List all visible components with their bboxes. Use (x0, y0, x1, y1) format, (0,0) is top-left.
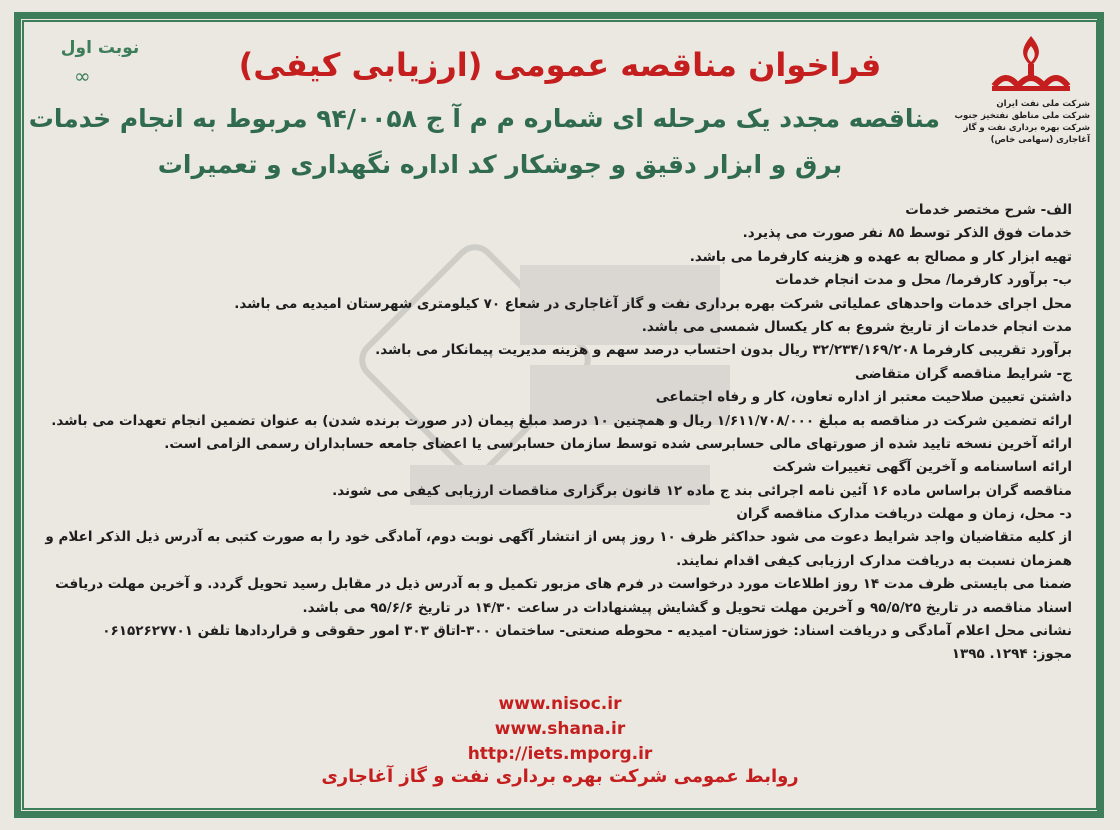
body-line: د- محل، زمان و مهلت دریافت مدارک مناقصه گران (736, 506, 1072, 523)
body-line: محل اجرای خدمات واحدهای عملیاتی شرکت بهره برداری نفت و گاز آغاجاری در شعاع ۷۰ کیلومتری شهرستان امیدیه می باشد. (234, 295, 1072, 312)
body-line: تهیه ابزار کار و مصالح به عهده و هزینه کارفرما می باشد. (689, 248, 1072, 265)
link-iets[interactable]: http://iets.mporg.ir (467, 744, 653, 764)
body-line: ارائه اساسنامه و آخرین آگهی تغییرات شرکت (772, 459, 1072, 476)
company-line: آغاجاری (سهامی خاص) (990, 135, 1090, 145)
body-line: از کلیه متقاضیان واجد شرایط دعوت می شود حداکثر ظرف ۱۰ روز پس از انتشار آگهی نوبت دوم، آمادگی خود را به صورت کتبی به آدرس ذیل الذکر اعلام و (45, 529, 1072, 546)
decorative-flourish-icon: ∞ (74, 64, 91, 88)
body-line: داشتن تعیین صلاحیت معتبر از اداره تعاون، کار و رفاه اجتماعی (655, 389, 1072, 406)
body-line: مناقصه گران براساس ماده ۱۶ آئین نامه اجرائی بند ج ماده ۱۲ قانون برگزاری مناقصات ارزیابی کیفی می شوند. (332, 482, 1072, 499)
company-line: شرکت بهره برداری نفت و گاز (963, 123, 1090, 133)
body-line: ب- برآورد کارفرما/ محل و مدت انجام خدمات (775, 272, 1072, 289)
body-line: الف- شرح مختصر خدمات (905, 202, 1072, 218)
tender-title: فراخوان مناقصه عمومی (ارزیابی کیفی) (238, 46, 882, 84)
body-line: اسناد مناقصه در تاریخ ۹۵/۵/۲۵ و آخرین مهلت تحویل و گشایش پیشنهادات در ساعت ۱۴/۳۰ در تاریخ ۹۵/۶/۶ می باشد. (302, 599, 1072, 616)
link-nisoc[interactable]: www.nisoc.ir (498, 694, 622, 714)
round-label: نوبت اول (60, 38, 140, 58)
company-name-block (954, 98, 1090, 146)
body-line: ج- شرایط مناقصه گران متقاضی (855, 365, 1072, 382)
tender-body (44, 199, 1072, 667)
link-shana[interactable]: www.shana.ir (494, 719, 626, 739)
body-line: همزمان نسبت به دریافت مدارک ارزیابی کیفی اقدام نمایند. (676, 552, 1072, 569)
body-line: خدمات فوق الذکر توسط ۸۵ نفر صورت می پذیرد. (742, 225, 1072, 242)
tender-subtitle-line2: برق و ابزار دقیق و جوشکار کد اداره نگهداری و تعمیرات (157, 150, 843, 179)
public-relations-footer: روابط عمومی شرکت بهره برداری نفت و گاز آغاجاری (321, 766, 799, 787)
company-line: شرکت ملی نفت ایران (996, 99, 1090, 109)
body-line: ضمنا می بایستی ظرف مدت ۱۴ روز اطلاعات مورد درخواست در فرم های مزبور تکمیل و به آدرس ذیل در مقابل رسید تحویل گردد. و آخرین مهلت دریافت (55, 576, 1072, 593)
body-line: مجوز: ۱۲۹۴. ۱۳۹۵ (951, 646, 1072, 663)
body-line: ارائه آخرین نسخه تایید شده از صورتهای مالی حسابرسی شده توسط سازمان حسابرسی یا اعضای جامعه حسابداران رسمی الزامی است. (164, 435, 1072, 452)
nioc-flame-logo-icon (986, 34, 1076, 96)
body-line: برآورد تقریبی کارفرما ۳۲/۲۳۴/۱۶۹/۲۰۸ ریال بدون احتساب درصد سهم و هزینه مدیریت پیمانکار می باشد. (375, 342, 1072, 359)
tender-subtitle-line1: مناقصه مجدد یک مرحله ای شماره م م آ ج ۹۴/۰۰۵۸ مربوط به انجام خدمات (28, 104, 940, 133)
body-line: ارائه تضمین شرکت در مناقصه به مبلغ ۱/۶۱۱/۷۰۸/۰۰۰ ریال و همچنین ۱۰ درصد مبلغ پیمان (در صورت برنده شدن) به عنوان تضمین انجام تعهدات می باشد. (51, 412, 1072, 429)
website-links (0, 692, 1120, 767)
body-line: مدت انجام خدمات از تاریخ شروع به کار یکسال شمسی می باشد. (641, 318, 1072, 335)
company-line: شرکت ملی مناطق نفتخیز جنوب (954, 111, 1090, 121)
body-line: نشانی محل اعلام آمادگی و دریافت اسناد: خوزستان- امیدیه - محوطه صنعتی- ساختمان ۳۰۰-اتاق ۳۰۳ امور حقوقی و قراردادها تلفن ۰۶۱۵۲۶۲۷۷۰۱ (102, 623, 1072, 640)
